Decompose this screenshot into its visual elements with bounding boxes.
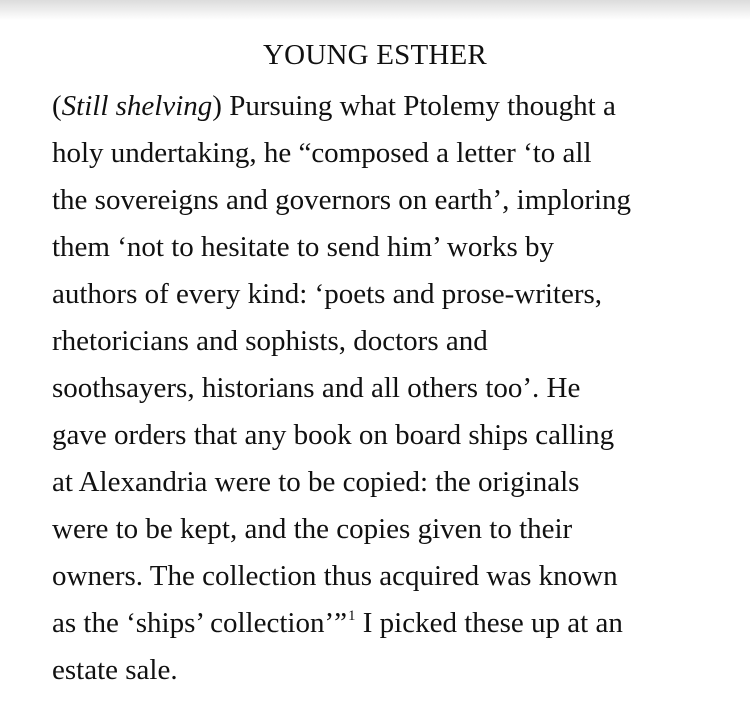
line-after-footnote: I picked these up at an bbox=[355, 607, 623, 639]
text-line: soothsayers, historians and all others too’. He bbox=[52, 372, 581, 404]
text-line: authors of every kind: ‘poets and prose-writers, bbox=[52, 278, 603, 310]
text-line: them ‘not to hesitate to send him’ works by bbox=[52, 231, 555, 263]
text-line: were to be kept, and the copies given to their bbox=[52, 513, 573, 545]
text-line bbox=[52, 83, 742, 130]
text-line: gave orders that any book on board ships calling bbox=[52, 419, 615, 451]
text-line: the sovereigns and governors on earth’, imploring bbox=[52, 184, 632, 216]
footnote-marker[interactable]: 1 bbox=[348, 608, 356, 624]
line-before-footnote: as the ‘ships’ collection’” bbox=[52, 607, 347, 639]
text-line: estate sale. bbox=[52, 654, 178, 686]
line-rest: ) Pursuing what Ptolemy thought a bbox=[212, 90, 616, 122]
page-title: YOUNG ESTHER bbox=[263, 39, 487, 71]
italic-phrase: Still shelving bbox=[61, 90, 213, 122]
text-line: holy undertaking, he “composed a letter ‘to all bbox=[52, 137, 592, 169]
text-line bbox=[52, 600, 742, 647]
text-line: owners. The collection thus acquired was known bbox=[52, 560, 618, 592]
body-paragraph bbox=[52, 83, 742, 694]
open-paren: ( bbox=[52, 90, 62, 122]
text-line: at Alexandria were to be copied: the originals bbox=[52, 466, 580, 498]
text-line: rhetoricians and sophists, doctors and bbox=[52, 325, 488, 357]
